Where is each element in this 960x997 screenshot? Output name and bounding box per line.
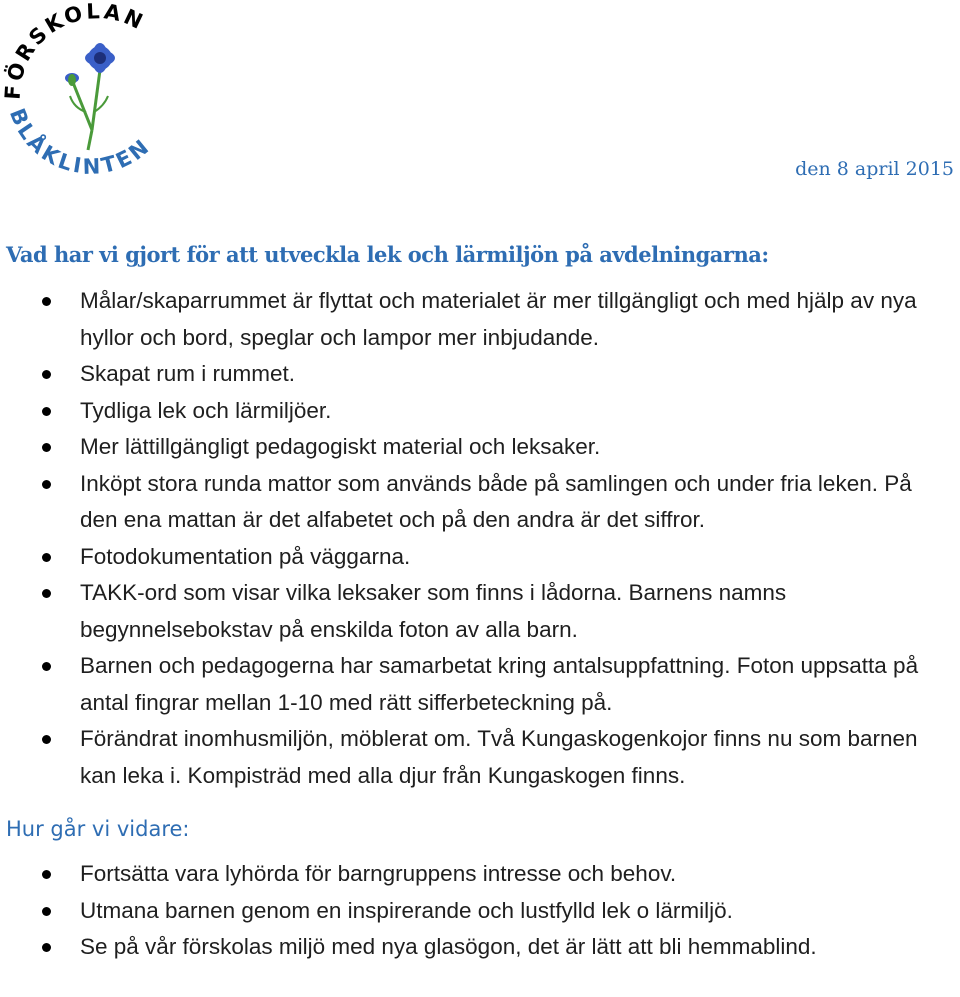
cornflower-icon	[65, 41, 117, 150]
logo-top-text: FÖRSKOLAN	[0, 0, 149, 101]
logo-bottom-text: BLÅKLINTEN	[4, 105, 156, 179]
list-item: Utmana barnen genom en inspirerande och lustfylld lek o lärmiljö.	[0, 893, 955, 930]
list-item: TAKK-ord som visar vilka leksaker som finns i lådorna. Barnens namns begynnelsebokstav på enskilda foton av alla barn.	[0, 575, 955, 648]
list-item: Fortsätta vara lyhörda för barngruppens intresse och behov.	[0, 856, 955, 893]
list-item: Skapat rum i rummet.	[0, 356, 955, 393]
document-date: den 8 april 2015	[795, 158, 954, 180]
done-list	[0, 283, 955, 794]
list-item: Tydliga lek och lärmiljöer.	[0, 393, 955, 430]
list-item: Inköpt stora runda mattor som används både på samlingen och under fria leken. På den ena mattan är det alfabetet och på den andra är det siffror.	[0, 466, 955, 539]
list-item: Förändrat inomhusmiljön, möblerat om. Två Kungaskogenkojor finns nu som barnen kan leka i. Kompisträd med alla djur från Kungaskogen finns.	[0, 721, 955, 794]
next-steps-list	[0, 856, 955, 966]
section-heading-done: Vad har vi gjort för att utveckla lek och lärmiljön på avdelningarna:	[6, 242, 769, 267]
list-item: Mer lättillgängligt pedagogiskt material och leksaker.	[0, 429, 955, 466]
list-item: Se på vår förskolas miljö med nya glasögon, det är lätt att bli hemmablind.	[0, 929, 955, 966]
forskolan-blaklinten-logo	[0, 0, 190, 190]
list-item: Målar/skaparrummet är flyttat och materialet är mer tillgängligt och med hjälp av nya hyllor och bord, speglar och lampor mer inbjudande.	[0, 283, 955, 356]
section-heading-next: Hur går vi vidare:	[6, 817, 190, 841]
list-item: Barnen och pedagogerna har samarbetat kring antalsuppfattning. Foton uppsatta på antal fingrar mellan 1-10 med rätt sifferbeteckning på.	[0, 648, 955, 721]
list-item: Fotodokumentation på väggarna.	[0, 539, 955, 576]
